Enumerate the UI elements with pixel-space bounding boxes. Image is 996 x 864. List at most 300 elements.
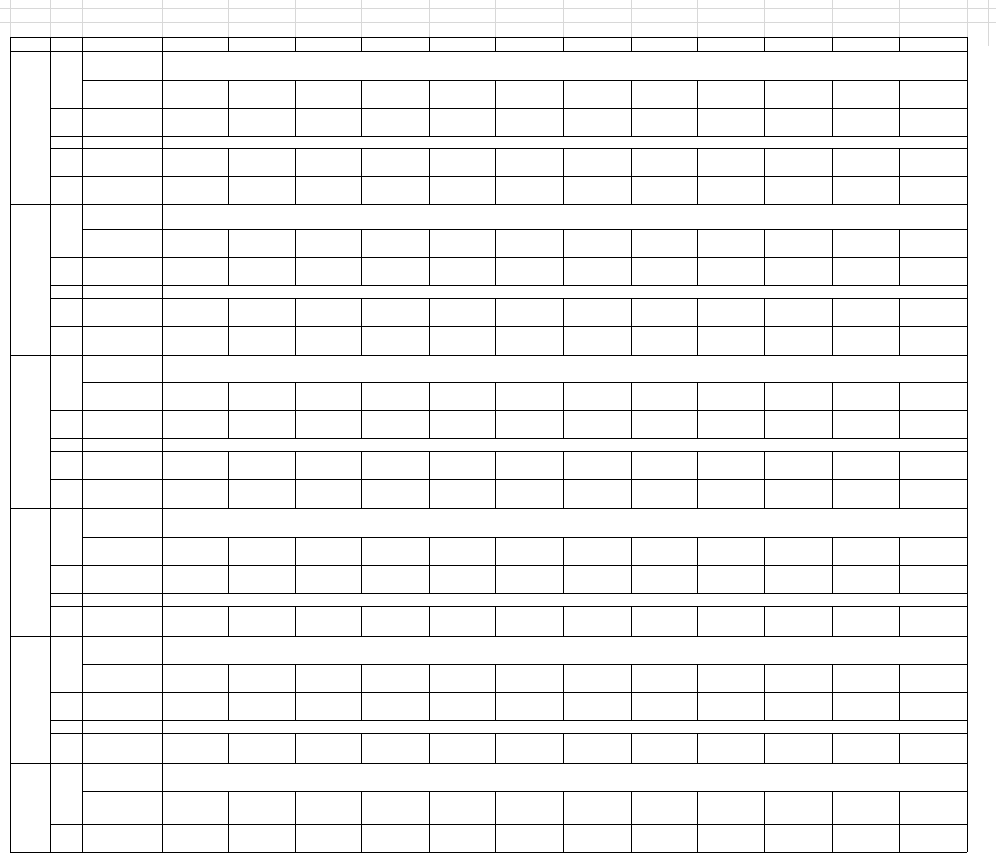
class-column-border — [899, 451, 900, 479]
spreadsheet-gridline — [0, 22, 996, 23]
class-column-border — [832, 479, 833, 508]
class-column-border — [429, 664, 430, 692]
class-column-border — [697, 148, 698, 176]
class-column-border — [429, 108, 430, 136]
class-column-border — [495, 176, 496, 204]
class-column-border — [563, 298, 564, 326]
row-border — [82, 565, 967, 566]
class-column-border — [631, 176, 632, 204]
row-border — [82, 382, 967, 383]
class-column-border — [697, 410, 698, 438]
class-column-border — [295, 451, 296, 479]
class-column-border — [697, 692, 698, 720]
class-column-border — [832, 565, 833, 593]
class-column-border — [967, 791, 968, 824]
row-border — [82, 508, 967, 509]
class-column-border — [967, 229, 968, 257]
class-column-border — [361, 257, 362, 285]
class-column-border — [361, 791, 362, 824]
class-column-border — [361, 148, 362, 176]
class-column-border — [361, 565, 362, 593]
header-divider — [495, 37, 496, 51]
class-column-border — [697, 451, 698, 479]
header-divider — [631, 37, 632, 51]
class-column-border — [295, 824, 296, 852]
class-column-border — [899, 791, 900, 824]
class-column-border — [228, 537, 229, 565]
class-column-border — [563, 148, 564, 176]
class-column-border — [563, 479, 564, 508]
time-column-border — [162, 636, 163, 763]
class-column-border — [832, 108, 833, 136]
period-border — [50, 438, 82, 439]
class-column-border — [361, 824, 362, 852]
class-column-border — [697, 824, 698, 852]
class-column-border — [495, 479, 496, 508]
time-column-border — [162, 355, 163, 508]
class-column-border — [429, 451, 430, 479]
class-column-border — [495, 451, 496, 479]
period-border — [50, 565, 82, 566]
class-column-border — [361, 537, 362, 565]
header-top-border — [10, 37, 967, 38]
class-column-border — [832, 537, 833, 565]
class-column-border — [899, 176, 900, 204]
class-column-border — [832, 80, 833, 108]
gap-border — [50, 451, 967, 452]
class-column-border — [495, 537, 496, 565]
class-column-border — [228, 606, 229, 636]
class-column-border — [429, 80, 430, 108]
row-border — [82, 852, 967, 853]
header-divider — [50, 37, 51, 51]
class-column-border — [429, 257, 430, 285]
class-column-border — [295, 298, 296, 326]
period-border — [50, 285, 82, 286]
class-column-border — [832, 229, 833, 257]
gap-border — [50, 285, 51, 298]
class-column-border — [495, 664, 496, 692]
class-column-border — [563, 664, 564, 692]
row-border — [82, 636, 967, 637]
class-column-border — [563, 257, 564, 285]
period-border — [50, 108, 82, 109]
class-column-border — [228, 479, 229, 508]
class-column-border — [832, 733, 833, 763]
class-column-border — [832, 148, 833, 176]
row-border — [82, 285, 967, 286]
class-column-border — [563, 565, 564, 593]
gap-border — [50, 136, 51, 148]
class-column-border — [295, 791, 296, 824]
gap-border — [50, 438, 51, 451]
class-column-border — [631, 451, 632, 479]
class-column-border — [899, 148, 900, 176]
class-column-border — [899, 298, 900, 326]
class-column-border — [429, 824, 430, 852]
day-column-border — [50, 355, 51, 508]
class-column-border — [361, 382, 362, 410]
period-column-border — [82, 508, 83, 636]
class-column-border — [631, 479, 632, 508]
class-column-border — [967, 692, 968, 720]
class-column-border — [563, 80, 564, 108]
class-column-border — [832, 606, 833, 636]
class-column-border — [764, 326, 765, 355]
header-divider — [764, 37, 765, 51]
period-border — [50, 176, 82, 177]
time-column-border — [162, 763, 163, 852]
class-column-border — [764, 298, 765, 326]
period-border — [50, 852, 82, 853]
class-column-border — [228, 148, 229, 176]
class-column-border — [295, 664, 296, 692]
period-column-border — [82, 51, 83, 204]
class-column-border — [295, 382, 296, 410]
period-border — [50, 763, 82, 764]
class-column-border — [563, 791, 564, 824]
period-border — [50, 410, 82, 411]
time-column-border — [162, 51, 163, 204]
period-border — [50, 824, 82, 825]
class-column-border — [361, 410, 362, 438]
period-border — [50, 204, 82, 205]
class-column-border — [899, 664, 900, 692]
class-column-border — [495, 229, 496, 257]
class-column-border — [967, 326, 968, 355]
class-column-border — [697, 382, 698, 410]
class-column-border — [295, 692, 296, 720]
period-column-border — [82, 355, 83, 508]
class-column-border — [967, 824, 968, 852]
class-column-border — [228, 692, 229, 720]
class-column-border — [764, 692, 765, 720]
class-column-border — [697, 80, 698, 108]
row-border — [82, 763, 967, 764]
class-column-border — [361, 692, 362, 720]
class-column-border — [967, 382, 968, 410]
class-column-border — [228, 382, 229, 410]
class-column-border — [764, 176, 765, 204]
class-column-border — [361, 229, 362, 257]
class-column-border — [295, 176, 296, 204]
class-column-border — [361, 108, 362, 136]
period-border — [50, 479, 82, 480]
class-column-border — [967, 537, 968, 565]
class-column-border — [495, 257, 496, 285]
row-border — [82, 593, 967, 594]
class-column-border — [228, 791, 229, 824]
class-column-border — [295, 326, 296, 355]
gap-border — [50, 606, 967, 607]
class-column-border — [832, 382, 833, 410]
spreadsheet-gridline — [0, 8, 996, 9]
class-column-border — [495, 80, 496, 108]
class-column-border — [697, 326, 698, 355]
class-column-border — [899, 824, 900, 852]
class-column-border — [429, 479, 430, 508]
period-column-border — [82, 763, 83, 852]
class-column-border — [495, 824, 496, 852]
class-column-border — [697, 791, 698, 824]
class-column-border — [967, 451, 968, 479]
class-column-border — [899, 537, 900, 565]
class-column-border — [967, 108, 968, 136]
header-divider — [295, 37, 296, 51]
spreadsheet-gridline — [988, 0, 989, 46]
header-divider — [228, 37, 229, 51]
class-column-border — [832, 410, 833, 438]
class-column-border — [563, 410, 564, 438]
class-column-border — [697, 664, 698, 692]
period-border — [50, 508, 82, 509]
period-border — [50, 326, 82, 327]
class-column-border — [697, 565, 698, 593]
class-column-border — [967, 410, 968, 438]
class-column-border — [764, 229, 765, 257]
class-column-border — [228, 176, 229, 204]
class-column-border — [631, 537, 632, 565]
class-column-border — [832, 791, 833, 824]
class-column-border — [899, 382, 900, 410]
class-column-border — [563, 382, 564, 410]
header-divider — [429, 37, 430, 51]
class-column-border — [495, 108, 496, 136]
class-column-border — [631, 410, 632, 438]
class-column-border — [697, 298, 698, 326]
class-column-border — [563, 108, 564, 136]
class-column-border — [295, 80, 296, 108]
class-column-border — [295, 229, 296, 257]
class-column-border — [899, 257, 900, 285]
class-column-border — [631, 565, 632, 593]
class-column-border — [295, 606, 296, 636]
class-column-border — [228, 733, 229, 763]
class-column-border — [495, 733, 496, 763]
class-column-border — [967, 606, 968, 636]
class-column-border — [495, 298, 496, 326]
header-divider — [697, 37, 698, 51]
header-divider — [82, 37, 83, 51]
row-border — [82, 80, 967, 81]
class-column-border — [429, 298, 430, 326]
class-column-border — [429, 692, 430, 720]
class-column-border — [563, 692, 564, 720]
class-column-border — [764, 565, 765, 593]
class-column-border — [697, 229, 698, 257]
row-border — [82, 438, 967, 439]
class-column-border — [563, 176, 564, 204]
class-column-border — [563, 229, 564, 257]
class-column-border — [429, 326, 430, 355]
class-column-border — [697, 176, 698, 204]
class-column-border — [295, 733, 296, 763]
row-border — [82, 791, 967, 792]
header-divider — [162, 37, 163, 51]
class-column-border — [495, 692, 496, 720]
class-column-border — [764, 410, 765, 438]
period-border — [50, 720, 82, 721]
class-column-border — [495, 791, 496, 824]
class-column-border — [697, 108, 698, 136]
class-column-border — [228, 80, 229, 108]
row-border — [82, 136, 967, 137]
day-column-border — [50, 763, 51, 852]
period-border — [50, 593, 82, 594]
period-border — [50, 257, 82, 258]
class-column-border — [228, 664, 229, 692]
class-column-border — [631, 298, 632, 326]
row-border — [82, 720, 967, 721]
row-border — [82, 176, 967, 177]
class-column-border — [631, 692, 632, 720]
class-column-border — [228, 326, 229, 355]
day-column-border — [50, 51, 51, 204]
row-border — [82, 326, 967, 327]
class-column-border — [429, 791, 430, 824]
class-column-border — [361, 451, 362, 479]
class-column-border — [764, 537, 765, 565]
gap-border — [50, 720, 51, 733]
class-column-border — [429, 382, 430, 410]
class-column-border — [295, 565, 296, 593]
class-column-border — [563, 733, 564, 763]
class-column-border — [631, 791, 632, 824]
class-column-border — [967, 148, 968, 176]
class-column-border — [697, 257, 698, 285]
time-column-border — [162, 508, 163, 636]
class-column-border — [832, 257, 833, 285]
class-column-border — [899, 692, 900, 720]
day-column-border — [50, 508, 51, 636]
class-column-border — [967, 565, 968, 593]
class-column-border — [631, 108, 632, 136]
class-column-border — [764, 664, 765, 692]
class-column-border — [764, 108, 765, 136]
class-column-border — [832, 692, 833, 720]
row-border — [82, 537, 967, 538]
class-column-border — [228, 565, 229, 593]
time-column-border — [162, 204, 163, 355]
class-column-border — [429, 229, 430, 257]
gap-border — [50, 148, 967, 149]
class-column-border — [563, 326, 564, 355]
class-column-border — [228, 229, 229, 257]
class-column-border — [764, 148, 765, 176]
class-column-border — [832, 298, 833, 326]
header-divider — [361, 37, 362, 51]
header-bottom-border — [10, 51, 967, 52]
class-column-border — [228, 257, 229, 285]
class-column-border — [361, 479, 362, 508]
class-column-border — [495, 606, 496, 636]
class-column-border — [697, 733, 698, 763]
class-column-border — [631, 229, 632, 257]
row-border — [82, 108, 967, 109]
class-column-border — [228, 410, 229, 438]
period-border — [50, 136, 82, 137]
class-column-border — [697, 537, 698, 565]
class-column-border — [967, 733, 968, 763]
gap-border — [50, 298, 967, 299]
gap-border — [50, 733, 967, 734]
class-column-border — [899, 80, 900, 108]
class-column-border — [228, 108, 229, 136]
class-column-border — [563, 451, 564, 479]
row-border — [82, 229, 967, 230]
period-border — [50, 636, 82, 637]
class-column-border — [899, 108, 900, 136]
class-column-border — [832, 824, 833, 852]
class-column-border — [295, 257, 296, 285]
period-column-border — [82, 204, 83, 355]
class-column-border — [899, 565, 900, 593]
class-column-border — [832, 176, 833, 204]
class-column-border — [295, 479, 296, 508]
class-column-border — [899, 326, 900, 355]
class-column-border — [563, 606, 564, 636]
class-column-border — [899, 229, 900, 257]
class-column-border — [764, 824, 765, 852]
class-column-border — [967, 80, 968, 108]
class-column-border — [295, 410, 296, 438]
class-column-border — [495, 565, 496, 593]
day-column-border — [50, 636, 51, 763]
class-column-border — [631, 606, 632, 636]
row-border — [82, 824, 967, 825]
class-column-border — [295, 537, 296, 565]
header-divider — [832, 37, 833, 51]
class-column-border — [764, 382, 765, 410]
class-column-border — [361, 664, 362, 692]
class-column-border — [495, 326, 496, 355]
class-column-border — [495, 410, 496, 438]
class-column-border — [361, 80, 362, 108]
class-column-border — [361, 326, 362, 355]
gap-border — [50, 593, 51, 606]
class-column-border — [429, 606, 430, 636]
class-column-border — [899, 479, 900, 508]
class-column-border — [764, 791, 765, 824]
class-column-border — [361, 606, 362, 636]
class-column-border — [631, 257, 632, 285]
class-column-border — [967, 257, 968, 285]
class-column-border — [832, 664, 833, 692]
class-column-border — [764, 80, 765, 108]
class-column-border — [228, 824, 229, 852]
class-column-border — [832, 326, 833, 355]
class-column-border — [495, 382, 496, 410]
class-column-border — [967, 176, 968, 204]
class-column-border — [361, 733, 362, 763]
class-column-border — [361, 298, 362, 326]
class-column-border — [429, 733, 430, 763]
header-divider — [563, 37, 564, 51]
class-column-border — [631, 733, 632, 763]
class-column-border — [631, 664, 632, 692]
table-left-border — [10, 37, 11, 852]
class-column-border — [899, 733, 900, 763]
class-column-border — [429, 176, 430, 204]
class-column-border — [563, 537, 564, 565]
day-column-border — [50, 204, 51, 355]
class-column-border — [228, 298, 229, 326]
class-column-border — [631, 382, 632, 410]
row-border — [82, 355, 967, 356]
row-border — [82, 410, 967, 411]
period-border — [50, 692, 82, 693]
class-column-border — [631, 824, 632, 852]
